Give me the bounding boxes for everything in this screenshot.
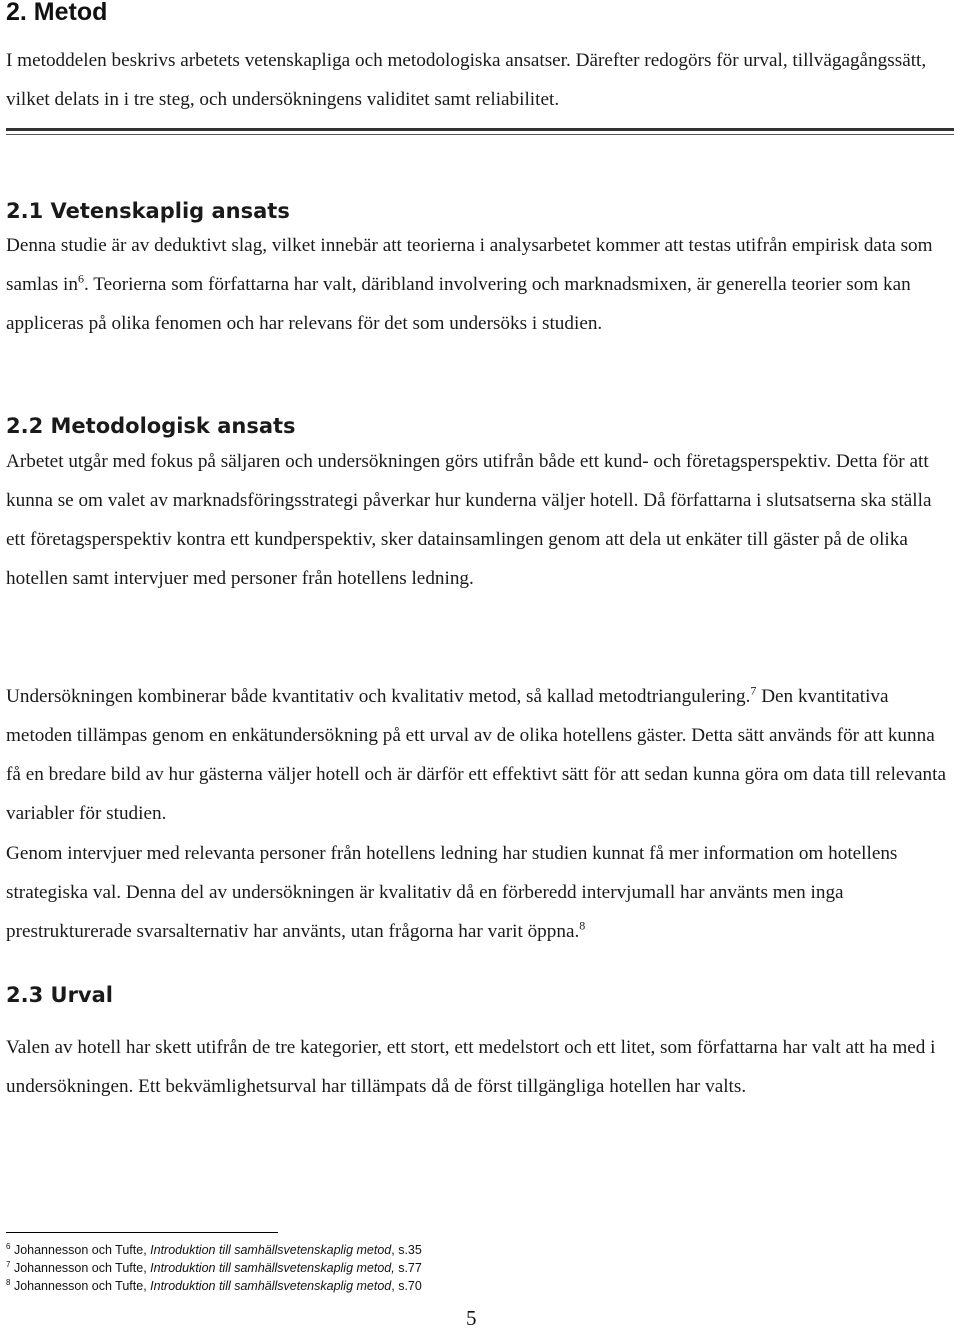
footnote-ref-8: 8 [579, 918, 586, 933]
section-divider-thin [6, 134, 954, 135]
chapter-heading: 2. Metod [6, 0, 108, 26]
footnote-8 [6, 1278, 422, 1295]
paragraph-2-2-c [6, 834, 954, 951]
footnote-ref-6: 6 [77, 271, 84, 286]
text-run: Den kvantitativa metoden tillämpas genom en enkätundersökning på ett urval av de olika hotellens gäster. Detta sätt används för att kunna få en bredare bild av hur gästerna väljer hotell och är därför ett effektivt sätt för att sedan kunna göra om data till relevanta variabler för studien. [6, 686, 946, 824]
paragraph-2-2-b [6, 677, 954, 833]
text-run: Genom intervjuer med relevanta personer från hotellens ledning har studien kunnat få mer information om hotellens strategiska val. Denna del av undersökningen är kvalitativ då en förberedd intervjumall har använts men inga prestrukturerade svarsalternativ har använts, utan frågorna har varit öppna. [6, 843, 898, 942]
section-divider [6, 128, 954, 131]
footnote-6 [6, 1242, 422, 1259]
footnote-page: s.77 [394, 1261, 422, 1275]
page-number: 5 [466, 1306, 477, 1330]
intro-paragraph: I metoddelen beskrivs arbetets vetenskapliga och metodologiska ansatser. Därefter redogörs för urval, tillvägagångssätt, vilket delats in i tre steg, och undersökningens validitet samt reliabilitet. [6, 50, 927, 110]
footnote-title: Introduktion till samhällsvetenskaplig metod [150, 1243, 392, 1257]
section-heading-2-2: 2.2 Metodologisk ansats [6, 414, 296, 438]
footnote-separator [6, 1232, 278, 1233]
section-heading-2-1: 2.1 Vetenskaplig ansats [6, 199, 290, 223]
footnote-title: Introduktion till samhällsvetenskaplig metod [150, 1279, 392, 1293]
text-run: . Teorierna som författarna har valt, däribland involvering och marknadsmixen, är generella teorier som kan appliceras på olika fenomen och har relevans för det som undersöks i studien. [6, 274, 911, 334]
paragraph-2-1 [6, 226, 954, 343]
footnote-page: , s.70 [391, 1279, 422, 1293]
text-run: Denna studie är av deduktivt slag, vilket innebär att teorierna i analysarbetet kommer att testas utifrån empirisk data som samlas in [6, 235, 933, 295]
footnote-number: 8 [6, 1277, 11, 1287]
footnote-number: 7 [6, 1259, 11, 1269]
footnote-page: , s.35 [391, 1243, 422, 1257]
footnote-7 [6, 1260, 422, 1277]
text-run: Undersökningen kombinerar både kvantitativ och kvalitativ metod, så kallad metodtriangulering. [6, 686, 751, 707]
footnote-author: Johannesson och Tufte, [13, 1243, 151, 1257]
footnote-number: 6 [6, 1241, 11, 1251]
paragraph-2-2-a: Arbetet utgår med fokus på säljaren och undersökningen görs utifrån både ett kund- och företagsperspektiv. Detta för att kunna se om valet av marknadsföringsstrategi påverkar hur kunderna väljer hotell. Då författarna i slutsatserna ska ställa ett företagsperspektiv kontra ett kundperspektiv, sker datainsamlingen genom att dela ut enkäter till gäster på de olika hotellen samt intervjuer med personer från hotellens ledning. [6, 451, 932, 589]
footnote-author: Johannesson och Tufte, [13, 1261, 151, 1275]
footnote-author: Johannesson och Tufte, [13, 1279, 151, 1293]
paragraph-2-3: Valen av hotell har skett utifrån de tre kategorier, ett stort, ett medelstort och ett litet, som författarna har valt att ha med i undersökningen. Ett bekvämlighetsurval har tillämpats då de först tillgängliga hotellen har valts. [6, 1037, 936, 1097]
footnote-title: Introduktion till samhällsvetenskaplig metod, [150, 1261, 395, 1275]
section-heading-2-3: 2.3 Urval [6, 983, 113, 1007]
footnote-ref-7: 7 [750, 683, 757, 698]
